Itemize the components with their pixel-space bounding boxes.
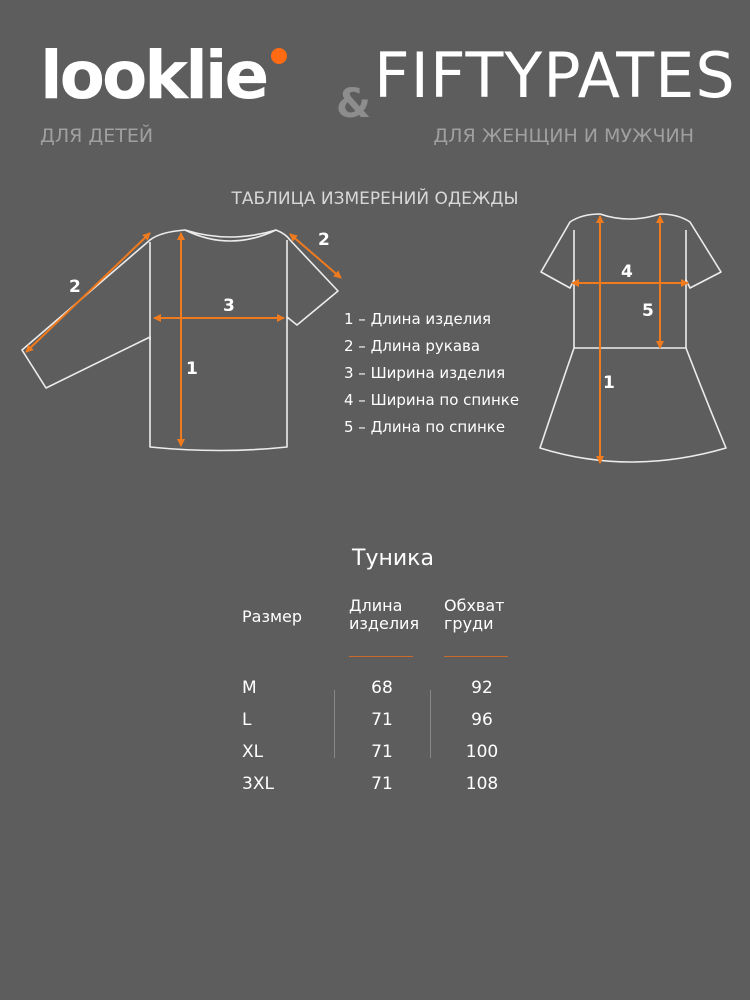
table-cell-size: M [242,678,257,698]
table-cell-length: 71 [371,710,393,730]
header-size: Размер [242,607,303,626]
legend-item: 2 – Длина рукава [344,337,481,355]
fiftypates-logo: FIFTYPATES [374,39,736,112]
table-cell-length: 71 [371,774,393,794]
dress-label-1: 1 [603,373,615,393]
dress-outline [540,214,726,462]
table-cell-chest: 92 [471,678,493,698]
page-subtitle: ТАБЛИЦА ИЗМЕРЕНИЙ ОДЕЖДЫ [231,189,519,209]
table-cell-chest: 108 [465,774,499,794]
header-chest-line1: Обхват [444,596,505,615]
right-tagline: ДЛЯ ЖЕНЩИН И МУЖЧИН [433,125,694,147]
looklie-logo: looklie [40,37,267,114]
table-cell-chest: 96 [471,710,493,730]
ampersand: & [336,81,371,127]
legend [344,306,519,441]
header-length-line1: Длина [349,596,403,615]
legend-item: 5 – Длина по спинке [344,418,506,436]
shirt-sleeve-arrow [26,233,150,352]
shirt-label-2: 2 [69,277,81,297]
shirt-arrows [26,233,341,446]
table-cell-size: L [242,710,252,730]
header-chest [444,597,504,633]
table-cell-length: 68 [371,678,393,698]
shirt-label-3: 3 [223,296,235,316]
table-title: Туника [352,546,434,571]
dress-arrows [572,216,688,463]
legend-item: 3 – Ширина изделия [344,364,506,382]
shirt-sleeve-right-arrow [290,234,341,278]
legend-item: 1 – Длина изделия [344,310,492,328]
header-length-line2: изделия [349,614,420,633]
dress-label-5: 5 [642,301,654,321]
header-chest-underline [444,656,508,657]
legend-item: 4 – Ширина по спинке [344,391,520,409]
table-cell-length: 71 [371,742,393,762]
header-length-underline [349,656,413,657]
dress-label-4: 4 [621,262,633,282]
table-cell-size: XL [242,742,264,762]
shirt-label-2-right: 2 [318,230,330,250]
table-cell-size: 3XL [242,774,274,794]
left-tagline: ДЛЯ ДЕТЕЙ [40,125,154,147]
shirt-label-1: 1 [186,359,198,379]
table-cell-chest: 100 [465,742,499,762]
header-length [349,597,419,633]
header-chest-line2: груди [444,614,494,633]
